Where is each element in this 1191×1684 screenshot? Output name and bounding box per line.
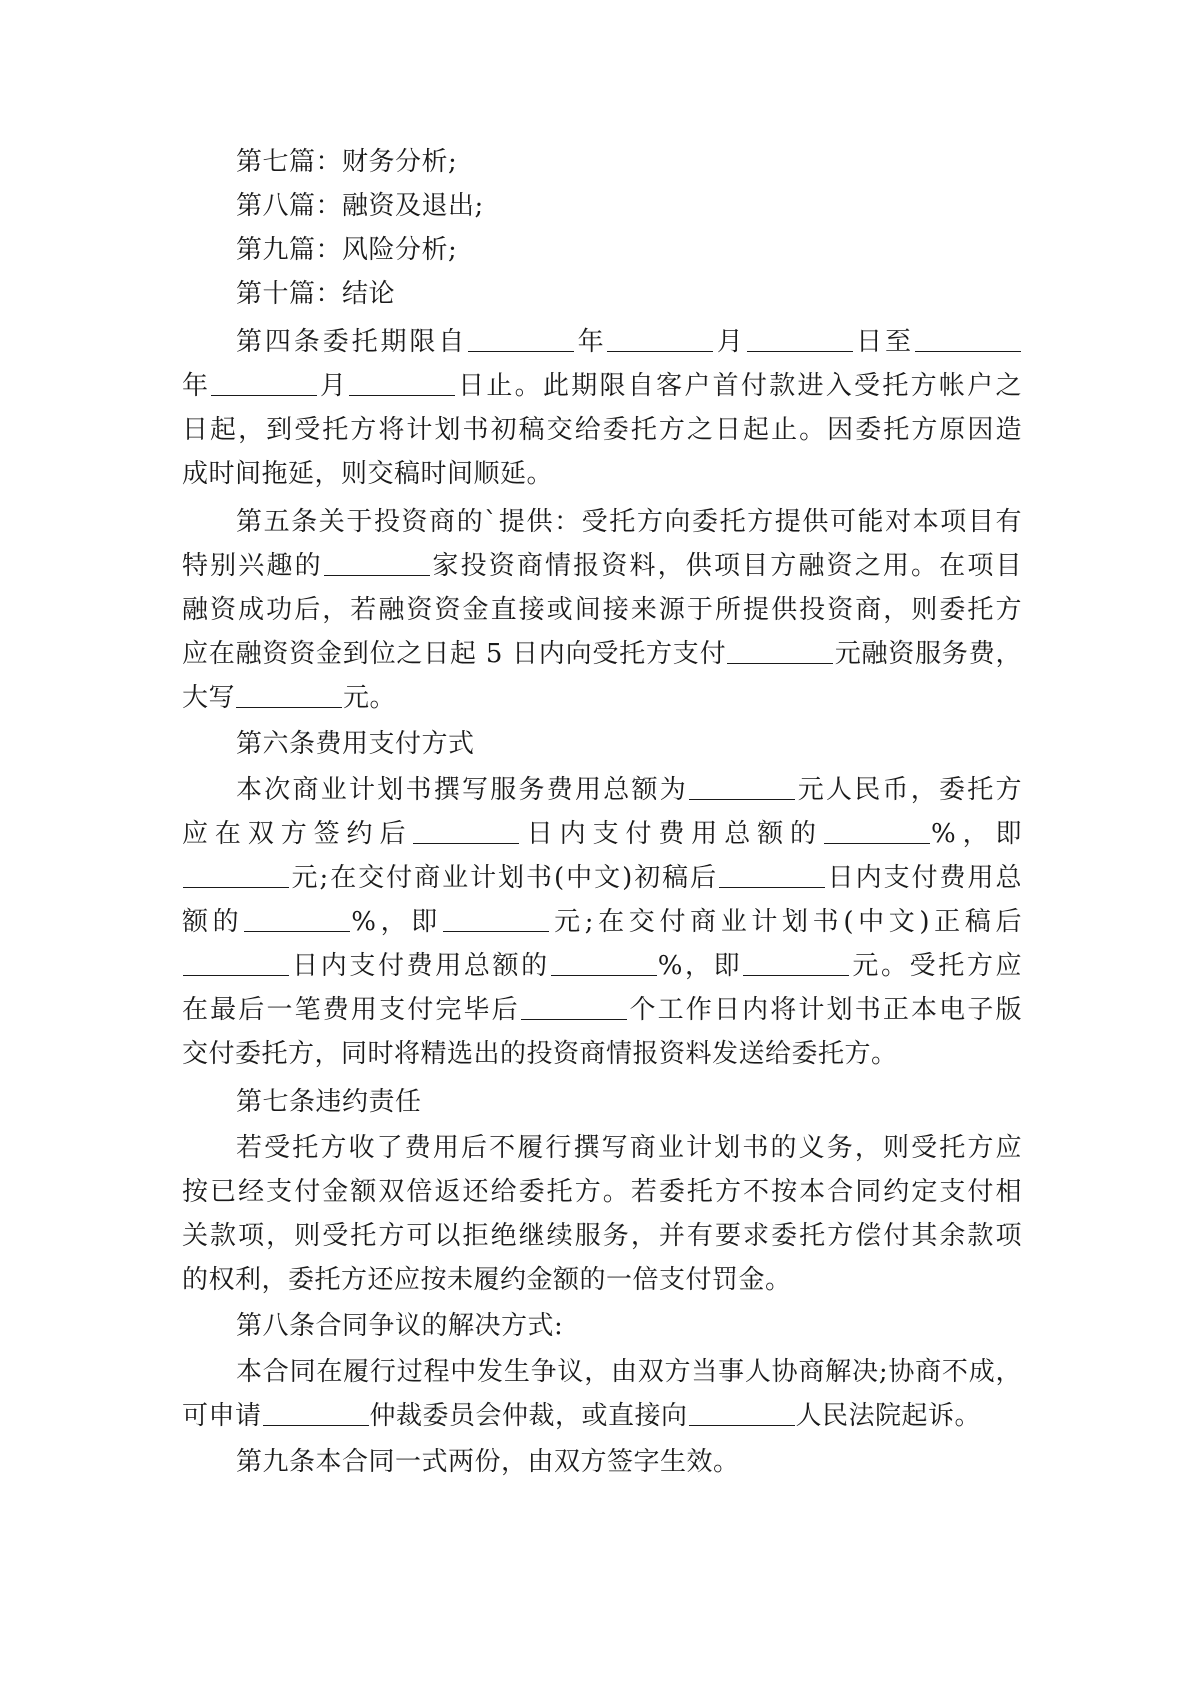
article-6-line-6 bbox=[182, 988, 1022, 1032]
blank-field[interactable] bbox=[521, 991, 627, 1020]
article-4-text: 日止。此期限自客户首付款进入受托方帐户之 bbox=[456, 371, 1022, 401]
article-6-heading: 第六条费用支付方式 bbox=[236, 729, 475, 759]
article-6-text: 元。受托方应 bbox=[850, 951, 1022, 981]
article-4-line-3: 日起，到受托方将计划书初稿交给委托方之日起止。因委托方原因造 bbox=[182, 415, 1022, 445]
blank-field[interactable] bbox=[607, 323, 713, 352]
article-5-line-4 bbox=[182, 632, 1022, 676]
article-6-text: 元人民币，委托方 bbox=[795, 775, 1022, 805]
article-8-line-1: 本合同在履行过程中发生争议，由双方当事人协商解决;协商不成， bbox=[236, 1357, 1022, 1387]
blank-field[interactable] bbox=[689, 771, 795, 800]
article-8-text: 人民法院起诉。 bbox=[795, 1401, 982, 1431]
article-8-heading: 第八条合同争议的解决方式: bbox=[236, 1311, 564, 1341]
article-6-line-7: 交付委托方，同时将精选出的投资商情报资料发送给委托方。 bbox=[182, 1039, 898, 1069]
article-5-text: 大写 bbox=[182, 683, 236, 713]
article-5-text: 家投资商情报资料，供项目方融资之用。在项目 bbox=[430, 551, 1022, 581]
article-7-line-3: 关款项，则受托方可以拒绝继续服务，并有要求委托方偿付其余款项 bbox=[182, 1221, 1022, 1251]
article-6-line-4 bbox=[182, 900, 1022, 944]
blank-field[interactable] bbox=[263, 1397, 369, 1426]
article-9-line-1: 第九条本合同一式两份，由双方签字生效。 bbox=[236, 1447, 740, 1477]
toc-item-9: 第九篇：风险分析; bbox=[236, 235, 458, 265]
article-6-text: 日内支付费用总 bbox=[826, 863, 1022, 893]
blank-field[interactable] bbox=[747, 323, 853, 352]
blank-field[interactable] bbox=[719, 859, 825, 888]
article-5-text: 应在融资资金到位之日起 5 日内向受托方支付 bbox=[182, 639, 727, 669]
article-6-text: 日内支付费用总额的 bbox=[290, 951, 550, 981]
article-7-line-2: 按已经支付金额双倍返还给委托方。若委托方不按本合同约定支付相 bbox=[182, 1177, 1022, 1207]
article-7-line-4: 的权利，委托方还应按未履约金额的一倍支付罚金。 bbox=[182, 1265, 792, 1295]
article-5-line-1: 第五条关于投资商的`提供：受托方向委托方提供可能对本项目有 bbox=[236, 507, 1022, 537]
article-6-text: 本次商业计划书撰写服务费用总额为 bbox=[236, 775, 688, 805]
article-5-line-3: 融资成功后，若融资资金直接或间接来源于所提供投资商，则委托方 bbox=[182, 595, 1022, 625]
blank-field[interactable] bbox=[915, 323, 1021, 352]
article-8-line-2 bbox=[182, 1394, 1022, 1438]
blank-field[interactable] bbox=[824, 815, 930, 844]
blank-field[interactable] bbox=[244, 903, 350, 932]
article-5-text: 元融资服务费， bbox=[834, 639, 1022, 669]
article-4-text: 月 bbox=[714, 327, 746, 357]
article-5-line-2 bbox=[182, 544, 1022, 588]
article-6-line-2 bbox=[182, 812, 1022, 856]
article-6-line-3 bbox=[182, 856, 1022, 900]
blank-field[interactable] bbox=[413, 815, 519, 844]
blank-field[interactable] bbox=[183, 947, 289, 976]
blank-field[interactable] bbox=[468, 323, 574, 352]
article-4-line-2 bbox=[182, 364, 1022, 408]
article-5-line-5 bbox=[182, 676, 1022, 720]
toc-item-7: 第七篇：财务分析; bbox=[236, 147, 458, 177]
article-4-line-1 bbox=[236, 320, 1022, 364]
article-5-text: 特别兴趣的 bbox=[182, 551, 323, 581]
article-4-line-4: 成时间拖延，则交稿时间顺延。 bbox=[182, 459, 554, 489]
toc-item-10: 第十篇：结论 bbox=[236, 279, 396, 309]
article-4-text: 第四条委托期限自 bbox=[236, 327, 468, 357]
article-4-text: 月 bbox=[318, 371, 349, 401]
article-4-text: 年 bbox=[575, 327, 607, 357]
article-6-text: 个工作日内将计划书正本电子版 bbox=[627, 995, 1022, 1025]
article-6-text: %，即 bbox=[351, 907, 442, 937]
article-6-text: 应在双方签约后 bbox=[182, 819, 413, 849]
article-6-text: 日内支付费用总额的 bbox=[520, 819, 823, 849]
article-6-line-1 bbox=[236, 768, 1022, 812]
article-4-text: 年 bbox=[182, 371, 211, 401]
toc-item-8: 第八篇：融资及退出; bbox=[236, 191, 484, 221]
blank-field[interactable] bbox=[183, 859, 289, 888]
blank-field[interactable] bbox=[324, 547, 430, 576]
blank-field[interactable] bbox=[349, 367, 455, 396]
blank-field[interactable] bbox=[743, 947, 849, 976]
article-7-heading: 第七条违约责任 bbox=[236, 1087, 422, 1117]
article-6-text: 额的 bbox=[182, 907, 244, 937]
article-5-text: 元。 bbox=[343, 683, 397, 713]
blank-field[interactable] bbox=[551, 947, 657, 976]
blank-field[interactable] bbox=[689, 1397, 795, 1426]
article-6-line-5 bbox=[182, 944, 1022, 988]
article-6-text: 在最后一笔费用支付完毕后 bbox=[182, 995, 520, 1025]
article-7-line-1: 若受托方收了费用后不履行撰写商业计划书的义务，则受托方应 bbox=[236, 1133, 1022, 1163]
blank-field[interactable] bbox=[211, 367, 317, 396]
article-8-text: 可申请 bbox=[182, 1401, 262, 1431]
article-6-text: %，即 bbox=[930, 819, 1022, 849]
article-6-text: 元;在交付商业计划书(中文)初稿后 bbox=[290, 863, 719, 893]
blank-field[interactable] bbox=[443, 903, 549, 932]
article-6-text: %，即 bbox=[657, 951, 743, 981]
article-8-text: 仲裁委员会仲裁，或直接向 bbox=[369, 1401, 688, 1431]
blank-field[interactable] bbox=[236, 679, 342, 708]
article-4-text: 日至 bbox=[853, 327, 914, 357]
blank-field[interactable] bbox=[727, 635, 833, 664]
article-6-text: 元;在交付商业计划书(中文)正稿后 bbox=[549, 907, 1022, 937]
